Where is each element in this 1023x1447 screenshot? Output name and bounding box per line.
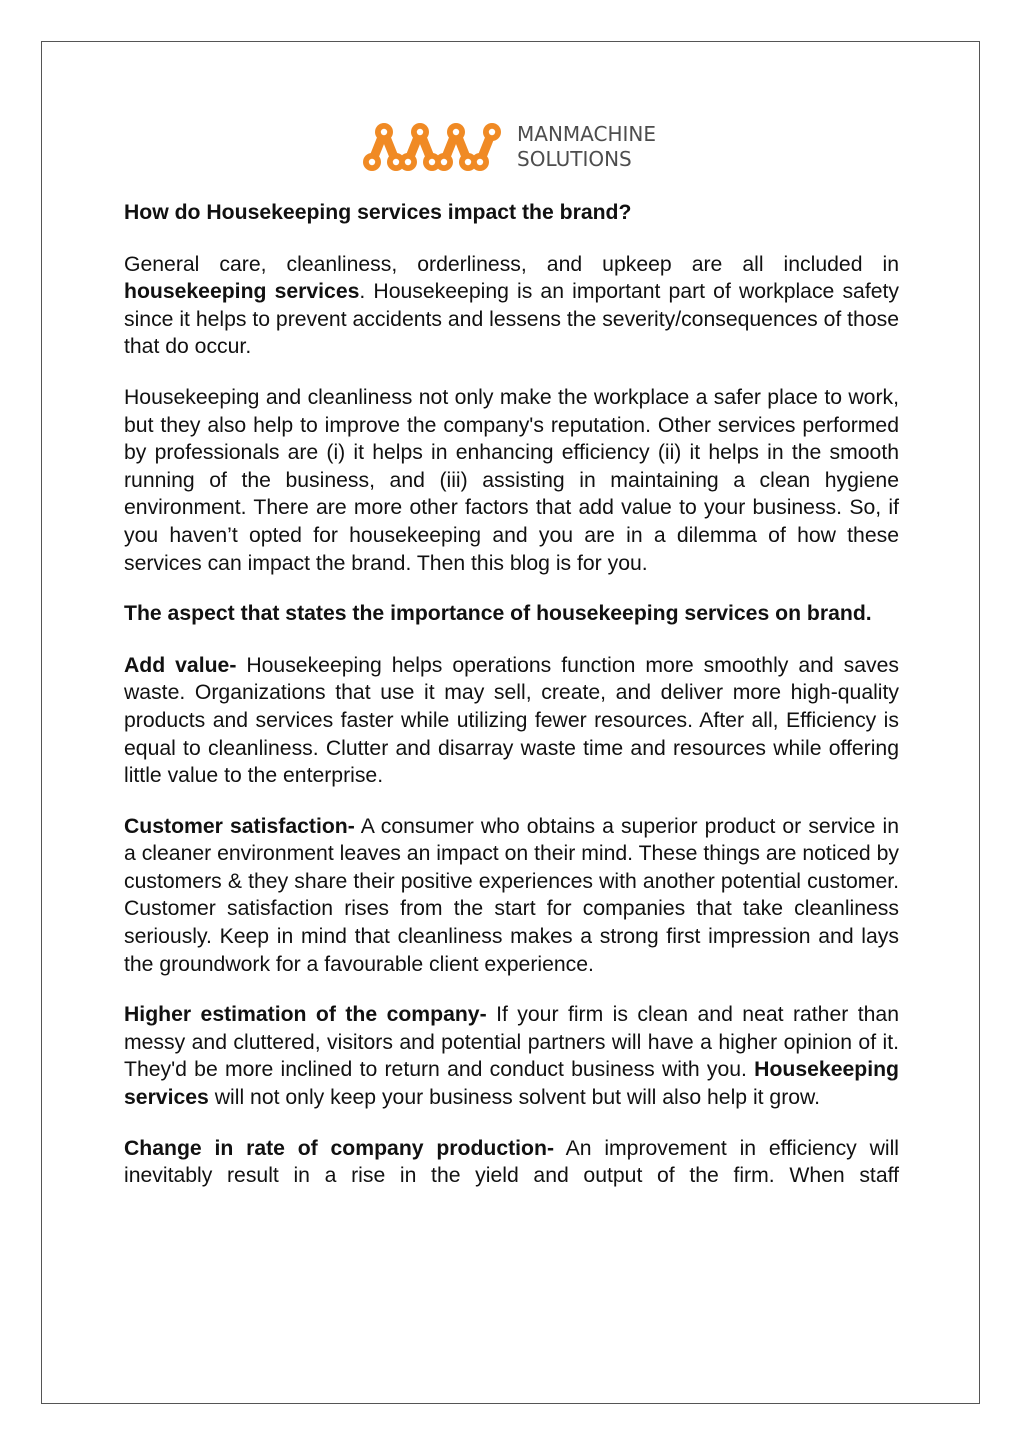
company-logo — [362, 118, 662, 178]
customer-satisfaction-paragraph — [124, 813, 899, 979]
logo-line-1: MANMACHINE — [517, 122, 656, 146]
reputation-paragraph: Housekeeping and cleanliness not only make the workplace a safer place to work, but they also help to improve the company's reputation. Other services performed by professionals are (i) it helps in enhancing efficiency (ii) it helps in the smooth running of the business, and (iii) assisting in maintaining a clean hygiene environment. There are more other factors that add value to your business. So, if you haven’t opted for housekeeping and you are in a dilemma of how these services can impact the brand. Then this blog is for you. — [124, 385, 899, 575]
change-in-rate-label: Change in rate of company production- — [124, 1136, 555, 1160]
higher-estimation-bold-term: Housekeeping services — [124, 1058, 899, 1110]
logo-line-2: SOLUTIONS — [517, 147, 632, 171]
section-heading: The aspect that states the importance of housekeeping services on brand. — [124, 602, 872, 626]
customer-satisfaction-text: A consumer who obtains a superior product or service in a cleaner environment leaves an impact on their mind. These things are noticed by customers & they share their positive experiences with another potential customer. Customer satisfaction rises from the start for companies that take cleanliness seriously. Keep in mind that cleanliness makes a strong first impression and lays the groundwork for a favourable client experience. — [124, 814, 899, 976]
chain-links-logo-icon — [362, 118, 512, 178]
article-body — [124, 199, 899, 1213]
logo-wordmark — [517, 122, 656, 172]
change-in-rate-paragraph — [124, 1135, 899, 1190]
article-heading: How do Housekeeping services impact the brand? — [124, 201, 632, 224]
change-in-rate-text: An improvement in efficiency will inevitably result in a rise in the yield and output of the firm. When staff — [124, 1136, 899, 1188]
intro-text-c: . Housekeeping is an important part of workplace safety since it helps to prevent accidents and lessens the severity/consequences of those that do occur. — [124, 280, 899, 359]
add-value-text: Housekeeping helps operations function more smoothly and saves waste. Organizations that use it may sell, create, and deliver more high-quality products and services faster while utilizing fewer resources. After all, Efficiency is equal to cleanliness. Clutter and disarray waste time and resources while offering little value to the enterprise. — [124, 653, 899, 788]
add-value-label: Add value- — [124, 653, 237, 677]
higher-estimation-paragraph — [124, 1001, 899, 1111]
add-value-paragraph — [124, 652, 899, 790]
intro-text-a: General care, cleanliness, orderliness, and upkeep are all included in — [124, 252, 899, 276]
higher-estimation-text-a: If your firm is clean and neat rather than messy and cluttered, visitors and potential partners will have a higher opinion of it. They'd be more inclined to return and conduct business with you. — [124, 1003, 899, 1082]
customer-satisfaction-label: Customer satisfaction- — [124, 814, 355, 838]
intro-bold-term: housekeeping services — [124, 280, 360, 304]
higher-estimation-label: Higher estimation of the company- — [124, 1003, 487, 1027]
higher-estimation-text-c: will not only keep your business solvent but will also help it grow. — [208, 1086, 821, 1110]
intro-paragraph — [124, 251, 899, 361]
